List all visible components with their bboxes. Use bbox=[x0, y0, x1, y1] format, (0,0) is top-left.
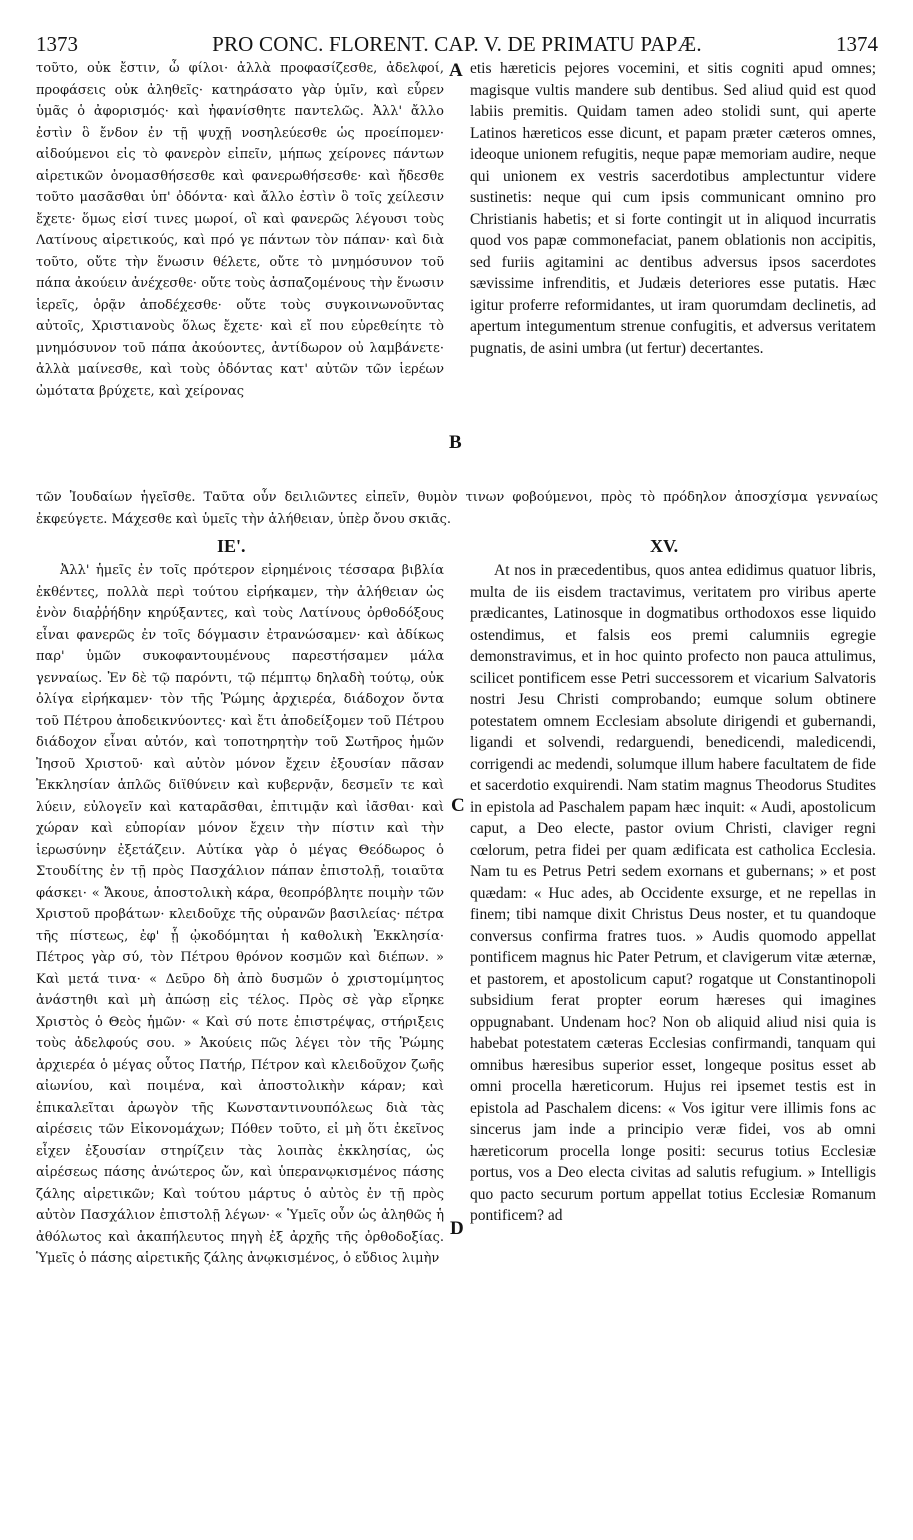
latin-column-bottom bbox=[470, 560, 876, 1227]
greek-section-number: ΙΕ'. bbox=[217, 536, 246, 556]
page-number-right: 1374 bbox=[836, 32, 878, 56]
margin-marker-b: B bbox=[449, 432, 462, 453]
greek-spanning-text bbox=[36, 487, 878, 530]
page-number-left: 1373 bbox=[36, 32, 78, 56]
greek-spanning-paragraph: τῶν Ἰουδαίων ἡγεῖσθε. Ταῦτα οὖν δειλιῶντες εἰπεῖν, θυμὸν τινων φοβούμενοι, πρὸς τὸ πρόδηλον ἀποσχίσμα γενναίως ἐκφεύγετε. Μάχεσθε καὶ ὑμεῖς τὴν ἀλήθειαν, ὑπὲρ ὄνου σκιᾶς. bbox=[36, 490, 878, 527]
latin-column-top bbox=[470, 58, 876, 359]
running-title: PRO CONC. FLORENT. CAP. V. DE PRIMATU PAPÆ. bbox=[212, 32, 702, 56]
latin-paragraph-top: etis hæreticis pejores vocemini, et sitis cogniti apud omnes; magisque vultis mandere sub dentibus. Sed aliud quid est quod labiis premitis. Quidam tamen adeo stolidi sunt, qui aperte Latinos hæreticos esse dicunt, et papam præter cæteros omnes, ideoque unionem refugitis, neque papæ memoriam audire, neque qui unionem ex vestris sacerdotibus amplectuntur videre sustinetis: neque qui cum ipsis communicant omnino pro Christianis habetis; et si forte contingit ut in aliquod incurratis quod vos papæ commonefaciat, panem oblationis non accipitis, sed furiis agitamini ac dentibus adversus ipsos sacerdotes sævissime infrenditis, et Judæis deteriores esse putatis. Hæc igitur proferre reformidantes, ut iram quorumdam declinetis, ad apertum integumentum strenue confugitis, et adversus veritatem pugnatis, de asini umbra (ut fertur) decertantes. bbox=[470, 60, 876, 357]
greek-column-top bbox=[36, 58, 444, 402]
greek-paragraph-top: τοῦτο, οὐκ ἔστιν, ὦ φίλοι· ἀλλὰ προφασίζεσθε, ἀδελφοί, προφάσεις οὐκ ἀληθεῖς· κατηράσατο γὰρ ὑμῖν, καὶ εὗρεν ὑμᾶς ὁ ἀφορισμός· καὶ ἠφανίσθητε παντελῶς. Ἀλλ' ἄλλο ἐστὶν ὃ ἔνδον ἐν τῇ ψυχῇ νοσηλεύεσθε ὡς προείπομεν· αἰδούμενοι εἰς τὸ φανερὸν εἰπεῖν, μήπως χείρονες πάντων αἱρετικῶν ὀνομασθήσεσθε καὶ φανερωθήσεσθε· καὶ ἤδεσθε τοῦτο μασᾶσθαι ὑπ' ὀδόντα· καὶ ἄλλο ἐστὶν ὃ τοῖς χείλεσιν ἔχετε· ὅμως εἰσί τινες μωροί, οἳ καὶ φανερῶς λέγουσι τοὺς Λατίνους αἱρετικούς, καὶ πρό γε πάντων τὸν πάπαν· καὶ διὰ τοῦτο, οὔτε τὴν ἕνωσιν θέλετε, οὔτε τὸ μνημόσυνον τοῦ πάπα ἀκούειν ἀνέχεσθε· οὔτε τοὺς ἀσπαζομένους τὴν ἕνωσιν ἱερεῖς, ὁρᾷν ἀποδέχεσθε· οὔτε τοὺς συγκοινωνοῦντας αὐτοῖς, Χριστιανοὺς ὅλως ἔχετε· καὶ εἴ που εὑρεθείητε τὸ μνημόσυνον τοῦ πάπα ἀκούοντες, ἀντίδωρον οὐ λαμβάνετε· ἀλλὰ μαίνεσθε, καὶ τοὺς ὀδόντας κατ' αὐτῶν τῶν ἱερέων ὠμότατα βρύχετε, καὶ χείρονας bbox=[36, 61, 444, 399]
margin-marker-a: A bbox=[449, 60, 463, 81]
latin-paragraph-bottom: At nos in præcedentibus, quos antea edidimus quatuor libris, multa de iis eisdem tractavimus, veritatem pro viribus aperte prædicantes, Latinosque in dogmatibus orthodoxos esse liquido ostendimus, et falsis eos premi calumniis egregie demonstravimus, et in hoc quinto profecto non pauca attulimus, scilicet pontificem esse Petri successorem et vicarium Salvatoris nostri Jesu Christi comprobando; eumque solum obtinere potestatem omnem Ecclesiam absolute dirigendi et gubernandi, ligandi et solvendi, redarguendi, benedicendi, maledicendi, corrigendi ac medendi, solumque illum habere facultatem de fide et sacerdotio exquirendi. Nam statim magnus Theodorus Studites in epistola ad Paschalem papam hæc inquit: « Audi, apostolicum caput, a Deo electe, pastor ovium Christi, claviger regni cœlorum, petra fidei per quam ædificata est catholica Ecclesia. Nam tu es Petrus Petri sedem exornans et gubernans; » et post quædam: « Huc ades, ab Occidente exsurge, et ne repellas in finem; tibi namque dixit Christus Deus noster, et tu quandoque conversus confirma fratres tuos. » Audis quomodo appellat pontificem magnus hic Pater Petrum, et clavigerum vitæ æternæ, et pastorem, et apostolicum caput? rogatque ut Constantinopoli subsidium ferat propter eorum hæreses qui imagines oppugnabant. Undenam hoc? Non ob aliquid aliud nisi quia is habebat potestatem cæteras Ecclesias confirmandi, tanquam qui omnibus hæresibus superior esset, longeque positus esset ab omni procella hæreticorum. Hujus rei ipsemet testis est in epistola ad Paschalem dicens: « Vos igitur vere illimis fons ac sincerus jam inde a principio veræ fidei, vos ab omni hæreticorum procella longe positi: securus totius Ecclesiæ portus, vos a Deo electa civitas ad salutis refugium. » Intelligis quo pacto securum portum appellat totius Ecclesiæ Romanum pontificem? ad bbox=[470, 562, 876, 1224]
greek-paragraph-bottom: Ἀλλ' ἡμεῖς ἐν τοῖς πρότερον εἰρημένοις τέσσαρα βιβλία ἐκθέντες, πολλὰ περὶ τούτου εἰρήκαμεν, τὴν ἀλήθειαν ὡς ἐνὸν διαῤῥήδην κηρύξαντες, καὶ τοὺς Λατίνους ὀρθοδόξους εἶναι φανερῶς ἐν τοῖς δόγμασιν ἐτρανώσαμεν· καὶ ἀδίκως παρ' ὑμῶν συκοφαντουμένους παρεστήσαμεν μάλα γενναίως. Ἐν δὲ τῷ παρόντι, τῷ πέμπτῳ δηλαδὴ τούτῳ, οὐκ ὀλίγα εἰρήκαμεν· τὸν τῆς Ῥώμης ἀρχιερέα, διάδοχον ὄντα τοῦ Πέτρου ἀποδεικνύοντες· καὶ ἔτι ἀποδείξομεν τοῦ Πέτρου διάδοχον εἶναι αὐτόν, καὶ τοποτηρητὴν τοῦ Σωτῆρος ἡμῶν Ἰησοῦ Χριστοῦ· καὶ αὐτὸν μόνον ἔχειν ἐξουσίαν πᾶσαν Ἐκκλησίαν ἁπλῶς διϊθύνειν καὶ κυβερνᾷν, δεσμεῖν τε καὶ λύειν, εὐλογεῖν καὶ καταρᾶσθαι, ἐπιτιμᾷν καὶ ἰᾶσθαι· καὶ χώραν καὶ εὐπορίαν μόνον ἔχειν τὴν πίστιν καὶ τὴν ἱερωσύνην ἐξετάζειν. Αὐτίκα γὰρ ὁ μέγας Θεόδωρος ὁ Στουδίτης ἐν τῇ πρὸς Πασχάλιον πάπαν ἐπιστολῇ, τοιαῦτα φάσκει· « Ἄκουε, ἀποστολικὴ κάρα, θεοπρόβλητε ποιμὴν τῶν Χριστοῦ προβάτων· κλειδοῦχε τῆς οὐρανῶν βασιλείας· πέτρα τῆς πίστεως, ἐφ' ᾗ ᾠκοδόμηται ἡ καθολικὴ Ἐκκλησία· Πέτρος γὰρ σύ, τὸν Πέτρου θρόνον κοσμῶν καὶ διέπων. » Καὶ μετά τινα· « Δεῦρο δὴ ἀπὸ δυσμῶν ὁ χριστομίμητος ἀνάστηθι καὶ μὴ ἀπώσῃ εἰς τέλος. Πρὸς σὲ γὰρ εἴρηκε Χριστὸς ὁ Θεὸς ἡμῶν· « Καὶ σύ ποτε ἐπιστρέψας, στήριξεις τοὺς ἀδελφούς σου. » Ἀκούεις πῶς λέγει τὸν τῆς Ῥώμης ἀρχιερέα ὁ μέγας οὗτος Πατήρ, Πέτρον καὶ κλειδοῦχον ζωῆς αἰωνίου, καὶ ποιμένα, καὶ ἀποστολικὴν κάραν; καὶ ἐπικαλεῖται ἀρωγὸν τῆς Κωνσταντινουπόλεως διὰ τὰς αἱρέσεις τῶν Εἰκονομάχων; Πόθεν τοῦτο, εἰ μὴ ὅτι ἐκεῖνος εἶχεν ἐξουσίαν στηρίζειν τὰς λοιπὰς ἐκκλησίας, ὡς αἱρέσεως πάσης ἀνώτερος ὤν, καὶ ὑπερανῳκισμένος πάσης ζάλης αἱρετικῶν; Καὶ τούτου μάρτυς ὁ αὐτὸς ἐν τῇ πρὸς αὐτὸν Πασχάλιον ἐπιστολῇ λέγων· « Ὑμεῖς οὖν ὡς ἀληθῶς ἡ ἀθόλωτος καὶ ἀκαπήλευτος πηγὴ ἐξ ἀρχῆς τῆς ὀρθοδοξίας. Ὑμεῖς ὁ πάσης αἱρετικῆς ζάλης ἀνῳκισμένος, ὁ εὔδιος λιμὴν bbox=[36, 563, 444, 1266]
running-header bbox=[36, 32, 878, 58]
margin-marker-c: C bbox=[451, 795, 465, 816]
latin-section-number: XV. bbox=[650, 536, 679, 556]
margin-marker-d: D bbox=[450, 1218, 464, 1239]
greek-column-bottom bbox=[36, 560, 444, 1270]
